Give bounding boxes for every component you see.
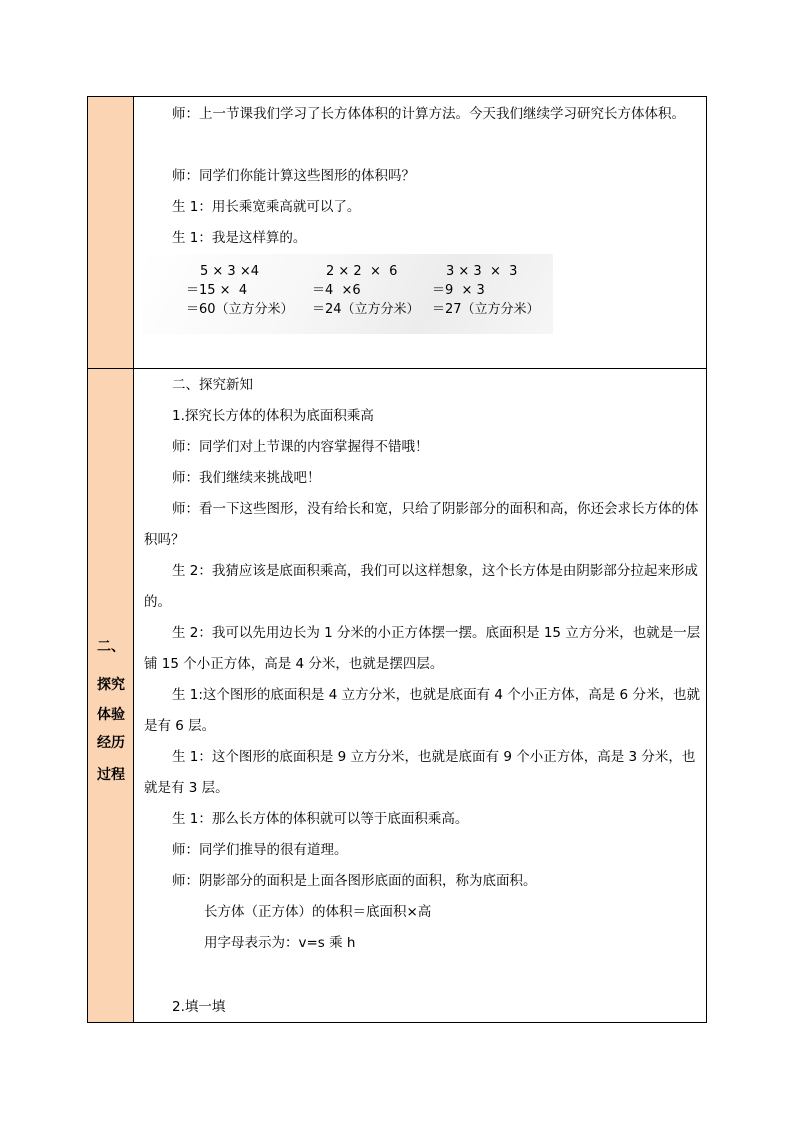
stage-label-line: 探究 xyxy=(97,677,125,693)
calculation-line: ＝24（立方分米） xyxy=(312,302,420,317)
dialogue-paragraph: 师：上一节课我们学习了长方体体积的计算方法。今天我们继续学习研究长方体体积。 xyxy=(172,106,685,122)
calculation-line: ＝9 × 3 xyxy=(432,283,485,298)
calculation-line: ＝60（立方分米） xyxy=(186,302,294,317)
dialogue-paragraph: 师：同学们对上节课的内容掌握得不错哦！ xyxy=(172,439,429,455)
calculation-line: ＝15 × 4 xyxy=(186,283,248,298)
dialogue-paragraph: 师：我们继续来挑战吧！ xyxy=(172,470,321,486)
row-divider xyxy=(88,368,706,369)
section-heading: 二、探究新知 xyxy=(172,377,253,393)
dialogue-paragraph: 生 2：我可以先用边长为 1 分米的小正方体摆一摆。底面积是 15 立方分米，也就是一层铺 15 个小正方体，高是 4 分米，也就是摆四层。 xyxy=(144,625,701,672)
dialogue-paragraph: 师：看一下这些图形，没有给长和宽，只给了阴影部分的面积和高，你还会求长方体的体积吗？ xyxy=(144,501,699,548)
calculation-column xyxy=(312,262,420,319)
calculation-panel xyxy=(142,254,553,334)
dialogue-paragraph: 生 1：那么长方体的体积就可以等于底面积乘高。 xyxy=(172,811,469,827)
volume-formula: 长方体（正方体）的体积＝底面积×高 xyxy=(204,904,432,920)
calculation-line: 5 × 3 ×4 xyxy=(200,264,259,279)
dialogue-paragraph: 师：阴影部分的面积是上面各图形底面的面积，称为底面积。 xyxy=(172,873,537,889)
dialogue-paragraph: 生 1：这个图形的底面积是 9 立方分米，也就是底面有 9 个小正方体，高是 3 分米，也就是有 3 层。 xyxy=(144,749,696,796)
calculation-column xyxy=(432,262,540,319)
stage-label-line: 体验 xyxy=(97,707,125,723)
dialogue-paragraph: 生 1:这个图形的底面积是 4 立方分米，也就是底面有 4 个小正方体，高是 6 分米，也就是有 6 层。 xyxy=(144,687,700,734)
stage-label-line: 二、 xyxy=(97,639,125,655)
subsection-heading: 2.填一填 xyxy=(172,999,226,1015)
lesson-table xyxy=(87,96,707,1023)
stage-label-line: 经历 xyxy=(97,735,125,751)
dialogue-paragraph: 师：同学们你能计算这些图形的体积吗？ xyxy=(172,168,415,184)
dialogue-paragraph: 生 1：我是这样算的。 xyxy=(172,230,307,246)
dialogue-paragraph: 生 2：我猜应该是底面积乘高，我们可以这样想象，这个长方体是由阴影部分拉起来形成的。 xyxy=(144,563,698,610)
stage-label-top xyxy=(88,637,134,725)
calculation-line: 2 × 2 × 6 xyxy=(326,264,398,279)
calculation-column xyxy=(186,262,294,319)
dialogue-paragraph: 师：同学们推导的很有道理。 xyxy=(172,842,348,858)
letter-formula: 用字母表示为：v=s 乘 h xyxy=(204,935,356,951)
calculation-line: ＝27（立方分米） xyxy=(432,302,540,317)
calculation-line: ＝4 ×6 xyxy=(312,283,361,298)
calculation-line: 3 × 3 × 3 xyxy=(446,264,518,279)
stage-label-line: 过程 xyxy=(97,767,125,783)
subsection-heading: 1.探究长方体的体积为底面积乘高 xyxy=(172,408,374,424)
dialogue-paragraph: 生 1：用长乘宽乘高就可以了。 xyxy=(172,199,361,215)
stage-label-bottom xyxy=(88,733,134,785)
stage-label-column xyxy=(88,97,134,1022)
